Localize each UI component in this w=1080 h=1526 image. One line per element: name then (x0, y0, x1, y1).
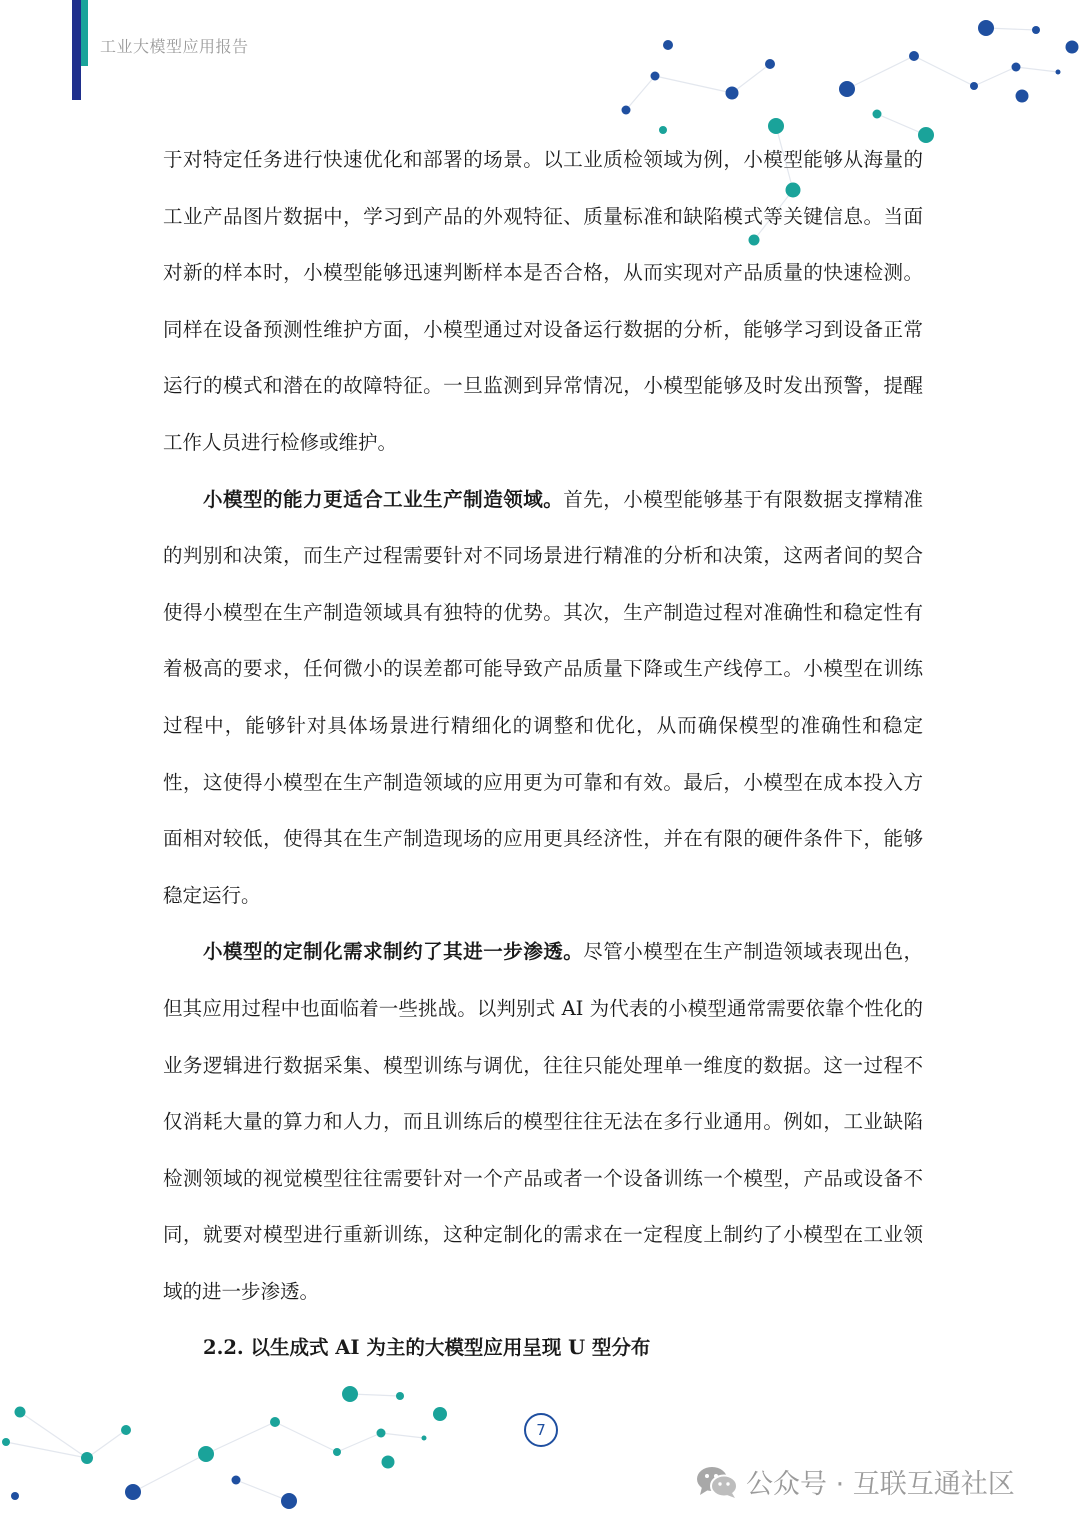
watermark (696, 1462, 1015, 1501)
section-heading: 2.2. 以生成式 AI 为主的大模型应用呈现 U 型分布 (203, 1336, 651, 1359)
paragraph-1 (163, 132, 923, 472)
decorative-network-bottom (0, 1370, 520, 1526)
paragraph-2-lead: 小模型的能力更适合工业生产制造领域。 (203, 487, 564, 511)
paragraph-2 (163, 472, 923, 925)
wechat-icon (696, 1465, 738, 1499)
paragraph-2-text: 首先，小模型能够基于有限数据支撑精准的判别和决策，而生产过程需要针对不同场景进行精准的分析和决策，这两者间的契合使得小模型在生产制造领域具有独特的优势。其次，生产制造过程对准确性和稳定性有着极高的要求，任何微小的误差都可能导致产品质量下降或生产线停工。小模型在训练过程中，能够针对具体场景进行精细化的调整和优化，从而确保模型的准确性和稳定性，这使得小模型在生产制造领域的应用更为可靠和有效。最后，小模型在成本投入方面相对较低，使得其在生产制造现场的应用更具经济性，并在有限的硬件条件下，能够稳定运行。 (163, 487, 923, 907)
body-text (163, 132, 923, 1320)
page-number: 7 (524, 1413, 558, 1447)
paragraph-3 (163, 924, 923, 1320)
paragraph-3-text: 尽管小模型在生产制造领域表现出色，但其应用过程中也面临着一些挑战。以判别式 AI 为代表的小模型通常需要依靠个性化的业务逻辑进行数据采集、模型训练与调优，往往只能处理单一维度的数据。这一过程不仅消耗大量的算力和人力，而且训练后的模型往往无法在多行业通用。例如，工业缺陷检测领域的视觉模型往往需要针对一个产品或者一个设备训练一个模型，产品或设备不同，就要对模型进行重新训练，这种定制化的需求在一定程度上制约了小模型在工业领域的进一步渗透。 (163, 940, 923, 1303)
paragraph-1-text: 于对特定任务进行快速优化和部署的场景。以工业质检领域为例，小模型能够从海量的工业产品图片数据中，学习到产品的外观特征、质量标准和缺陷模式等关键信息。当面对新的样本时，小模型能够迅速判断样本是否合格，从而实现对产品质量的快速检测。同样在设备预测性维护方面，小模型通过对设备运行数据的分析，能够学习到设备正常运行的模式和潜在的故障特征。一旦监测到异常情况，小模型能够及时发出预警，提醒工作人员进行检修或维护。 (163, 148, 923, 454)
paragraph-3-lead: 小模型的定制化需求制约了其进一步渗透。 (203, 940, 584, 964)
watermark-text: 公众号 · 互联互通社区 (746, 1469, 1015, 1500)
header-title: 工业大模型应用报告 (100, 37, 249, 56)
